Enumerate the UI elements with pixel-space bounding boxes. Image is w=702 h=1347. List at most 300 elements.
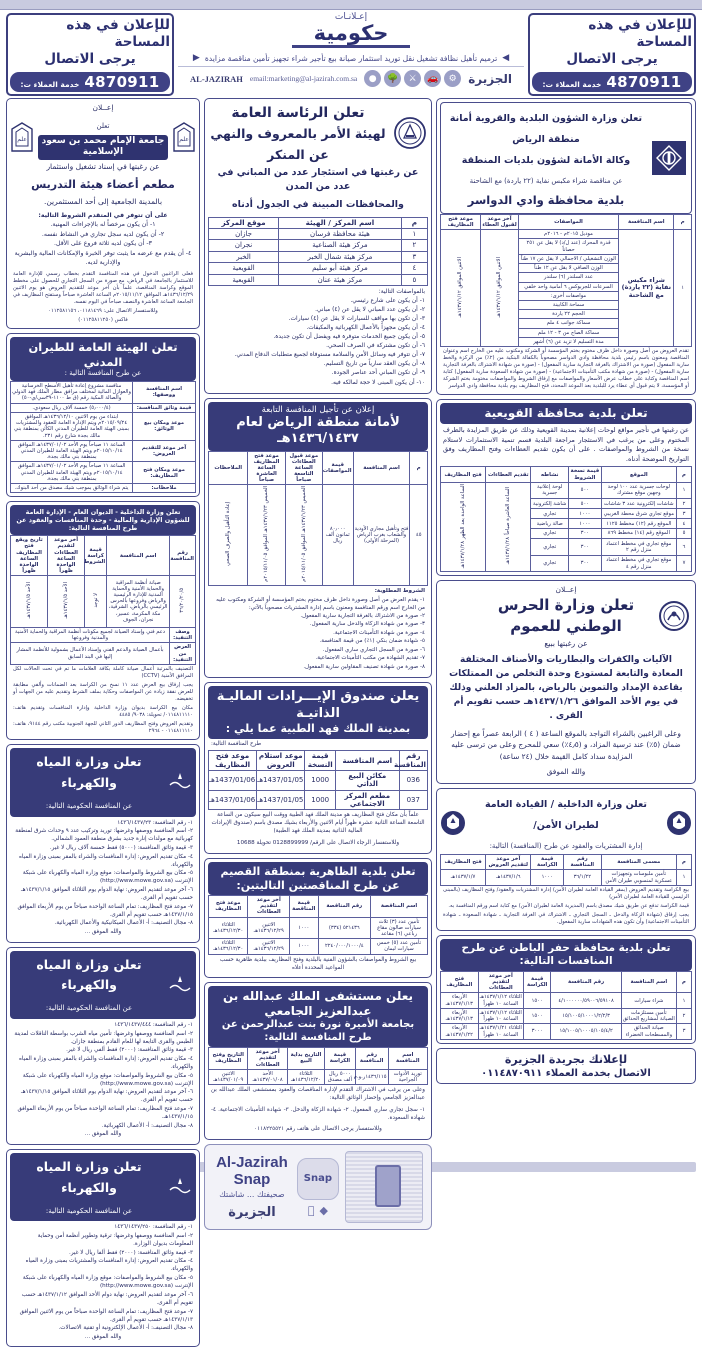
hayaa-sub-1: عن رغبتها في استئجار عدد من المباني في عدد من المدن <box>217 167 419 193</box>
mowe1-item-4: ٥- مكان بيع الشروط والمواصفات: موقع وزارة المياه والكهرباء على شبكة الإنترنت (http://www.mowe.gov.sa) <box>22 870 193 885</box>
ia-note-1: قيمة الكراسة تدفع عن طريق شيك مصدق باسم (المديرية العامة لطيران الأمن) مع كتابة اسم ورقم المنافسة به. <box>448 902 689 909</box>
mowe1-items <box>10 817 196 939</box>
riyadh-tender-table <box>208 451 428 586</box>
imam-cond-2: ٣- أن يكون لديه ثلاثة فروع على الأقل. <box>54 240 152 248</box>
mowe3-item-2: ٣- قيمة وثائق المنافسة: (٢٠٠٠) فقط ألفا ريال لا غير. <box>69 1249 193 1256</box>
cell: تجاري <box>531 529 569 539</box>
cond-4: ٥- شهادة ضمان بنكي (١٪) من قيمة المنافسة. <box>319 638 425 645</box>
th-3: آخر موعد لتقديم العطاءات الساعة الواحدة ظهراً <box>48 536 85 575</box>
cell: لوحات جسرية عدد ١٠٠ لوحة وجهين موقع مشترك <box>601 482 676 499</box>
cell: ٣٠٠ <box>569 539 602 556</box>
cell: ٥٢١٤٣٦ (٣٣٤) <box>318 917 371 939</box>
th-1: رقم المناقصة <box>318 896 371 917</box>
ia-title: تعلن وزارة الداخلية / القيادة العامة لطيران الأمن/ <box>485 798 647 831</box>
gaca-table <box>10 381 196 494</box>
jazirah-contact-bar[interactable] <box>436 1048 696 1084</box>
mowe1-item-5: ٦- آخر موعد لتقديم العروض: نهاية الدوام يوم الثلاثاء الموافق ١٤٣٧/١/١٥هـ حسب تقويم أم القرى. <box>21 886 193 902</box>
android-icon: ◆ <box>319 1203 328 1217</box>
kaauh-note-2: وللاستفسار يرجى الاتصال على هاتف رقم ٠١١٨٢٢٥٥٢١ <box>254 1126 382 1133</box>
emblem-icon: ⚔ <box>404 70 421 87</box>
mowe3-item-3: ٤- مكان تقديم العروض: إدارة المنافسات والمشتريات بمبنى وزارة المياه والكهرباء. <box>25 1258 193 1273</box>
quwaiiyah-intro: عن رغبتها في تأجير مواقع لوحات إعلانية بمدينة القويعية وذلك عن طريق المزايدة بالظرف المختوم وعلى من يرغب في الاستئجار مراجعة البلدية قسم تنمية الاستثمارات لاستلام نسخة من الشروط والمواصفات . على أن يكون تقديم العطاءات وفتح المظاريف وفق التواريخ الموضحة أدناه. <box>443 426 689 463</box>
cell: ٣ <box>676 1024 691 1039</box>
th-2: قيمة كراسة الشروط <box>85 536 107 575</box>
snap-text-block <box>213 1154 291 1220</box>
imam-fax: فاكس (٠١١٢٥٨١١٢٥٠) <box>78 317 128 324</box>
center-column <box>204 98 432 1221</box>
th-1: اسم المنافسة <box>336 751 400 771</box>
hayaa-title-2: لهيئة الأمر بالمعروف والنهي عن المنكر <box>210 125 386 162</box>
cond-title: الشروط المطلوبة: <box>374 588 425 595</box>
gaca-key-5: ملاحظات: <box>133 484 196 493</box>
cell-spec: السرعات للجربوكس ٦ أمامية واحد خلفي <box>518 282 618 291</box>
kaauh-note-1: ١- سجل تجاري ساري المفعول. ٢- شهادة الزكاة والدخل. ٣- شهادة التأمينات الاجتماعية. ٤- شهادة السعودة. <box>211 1106 425 1121</box>
cell: ١٤٣٧/١/٦هـ <box>486 870 531 885</box>
ad-mowe-1 <box>6 744 200 942</box>
spec-9: ١٠- أن يكون المبنى لا حجة لمالكه فيه. <box>331 379 425 386</box>
cell: لوحة إعلانية جسرية <box>531 482 569 499</box>
table-row <box>209 917 428 939</box>
water-electricity-emblem-icon <box>168 771 192 793</box>
table-row <box>209 240 428 251</box>
cell: الخميس ١٤٣٧/١/٢٣هـ الموافق ٢٠١٥/١١/٠٥م <box>248 485 285 586</box>
cell: الأحد ١٤٣٧/١/٥هـ <box>11 575 48 627</box>
spec-6: ٧- أن تتوفر فيه وسائل الأمن والسلامة مستوفاة لجميع متطلبات الدفاع المدني. <box>234 352 425 359</box>
mowe2-item-6: ٧- موعد فتح المظاريف: تمام الساعة الواحدة صباحاً من يوم الأربعاء الموافق ١٤٣٧/١/١٥هـ. <box>17 1106 193 1121</box>
table-row <box>11 381 196 403</box>
mowe2-header <box>10 951 196 1019</box>
ng-sub: عن رغبتها ببيع <box>544 639 588 648</box>
cell: صيانة الحدائق والمسطحات الخضراء <box>621 1024 676 1039</box>
service-icons <box>364 70 461 87</box>
cell: الثلاثاء ١٤٣٧/١/١٢هـ الساعة ١٠ ظهراً <box>479 1009 522 1023</box>
th-1: اسم المنافسة <box>621 972 676 993</box>
table-row <box>11 462 196 484</box>
left-column <box>6 98 200 1340</box>
mowe3-header <box>10 1153 196 1221</box>
spec-4: ٥- أن يكون جميع الخدمات متوفرة فيه ويفضل أن تكون جديدة. <box>273 334 425 341</box>
cell: الأحد ١٤٣٧/٠١/٠٨هـ <box>248 1069 287 1084</box>
ng-body-3: والله الموفق <box>546 767 586 777</box>
ng-title-row <box>440 595 692 637</box>
hayaa-title-1: تعلن الرئاسة العامة <box>231 105 365 121</box>
table-header-row <box>441 214 692 229</box>
ad-mowe-2 <box>6 947 200 1145</box>
mowe2-item-3: ٤- مكان تقديم العروض: إدارة المنافسات والشراء بالمقر بمبنى وزارة المياه والكهرباء. <box>18 1055 193 1071</box>
gaca-key-4: موعد ومكان فتح المظاريف: <box>133 462 196 484</box>
spec-0: ١- أن يكون على شارع رئيسي. <box>350 297 425 304</box>
ia2-note-2: مكان بيع الكراسة بديوان وزارة الداخلية وإدارة المنافسات وتقديم هاتف: ٠١١٤٨١١١١٠/ تحويلة: ٩٠٣٨/ ٤٤٨٥ <box>13 705 193 719</box>
logo-title: حكومية <box>292 22 411 48</box>
kfmc-table <box>208 750 428 810</box>
ad-right-phone-label: خدمة العملاء ت: <box>20 79 80 89</box>
ad-kaauh <box>204 982 432 1140</box>
svg-text:علم: علم <box>17 135 27 143</box>
table-row <box>209 228 428 239</box>
cell: الثلاثاء ١٤٣٧/١/١٢هـ الساعة ١٠ ظهراً <box>479 994 522 1007</box>
spec-7: ٨- أن يكون العقد سارياً من تاريخ التسليم. <box>323 361 425 368</box>
imam-university-emblem-icon <box>172 122 196 152</box>
gaca-header <box>10 337 196 381</box>
national-guard-emblem-icon-2 <box>440 598 476 634</box>
cell-spec: الوزن الصافي لا يقل عن ١٢ طناً <box>518 264 618 273</box>
top-strip <box>0 0 702 10</box>
cell: ٤ <box>676 519 691 529</box>
water-electricity-emblem-icon-3 <box>168 1176 192 1198</box>
cell: ١٥/١٠٠٥/١٠٠٠١/٢/٢/٣ <box>551 1008 621 1023</box>
table-row <box>209 274 428 285</box>
table-row <box>209 939 428 954</box>
snap-icon-block <box>297 1158 339 1217</box>
snap-tagline-ar: صحيفتك ... شاشتك <box>219 1190 285 1200</box>
th-0: اسم المناقصة <box>371 896 428 917</box>
mowe1-title-text <box>14 751 164 813</box>
kfmc-note-0: علماً بأن مكان فتح المظاريف هو مدينة الملك فهد الطبية ووقت البيع سيكون من الساعة التاسعة الساعة الثانية عشرة ظهراً أيام الاثنين والأربعاء بشيك مصدق باسم (صندوق الإيرادات المالية الذاتية بمدينة الملك فهد الطبية) <box>211 812 425 835</box>
th-4: موعد فتح المظاريف الساعة العاشرة صباحاً <box>248 451 285 484</box>
cell: موقع تجاري في مخطط اعتماد منزل رقم ٢ <box>601 539 676 556</box>
mowe1-item-6: ٧- موعد فتح المظاريف: تمام الساعة الواحدة صباحاً من يوم الأربعاء الموافق ١٤٣٧/١/١٥هـ حسب تقويم أم القرى. <box>17 903 193 918</box>
cell-spec: مدة التسليم لا تزيد عن (٦) أشهر <box>518 337 618 346</box>
ad-right-line2: يرجى الاتصال <box>44 50 136 67</box>
ad-box-left[interactable] <box>528 13 696 96</box>
svg-text:علم: علم <box>179 135 189 143</box>
cell: مركز هيئة الصناعية <box>279 240 402 251</box>
kaauh-note-0: وعلى من يرغب في الاشتراك التقدم لإدارة المناقصات والعقود بمستشفى الملك عبدالله بن عبدالعزيز الجامعي وإحضار الوثائق التالية: <box>211 1087 425 1101</box>
cell: شراء سيارات <box>621 993 676 1008</box>
mowe2-sub: عن المنافسة الحكومية التالية: <box>45 1004 133 1013</box>
th-4: موعد فتح المظاريف <box>209 751 257 771</box>
quwaiiyah-header <box>440 403 692 424</box>
th-5: التاريخ وفتح المظاريف <box>209 1048 248 1069</box>
interior-admin-header <box>10 505 196 535</box>
imam-sub-1: عن رغبتها في إسناد تشغيل واستثمار <box>46 162 160 172</box>
cell: الموقع رقم (١٢) مخطط ١١٢٥ <box>601 519 676 529</box>
gaca-key-2: موعد ومكان بيع الوثائق: <box>133 412 196 440</box>
mowe3-item-0: ١- رقم المنافسة: ١٤٣٦/١٤٣٧/٢٥٠ <box>114 1224 193 1231</box>
imam-contact: وللاستفسار الاتصال على: ٠١١٨١٤٦٩، ٠١١٢٥٨١١٥٦ <box>48 308 158 315</box>
ad-wadi-dawasir <box>436 98 696 395</box>
masthead-tagline <box>178 53 524 67</box>
wadi-title-2: وكالة الأمانة لشؤون بلديات المنطقة <box>461 154 631 166</box>
ia-note-2: يجب إرفاق (شهادة الزكاة والدخل ـ السجل التجاري ـ الاشتراك في الغرفة التجارية ـ شهادة السعودة ـ شهادة التأمينات الاجتماعية) وأن تكون هذه الشهادات سارية المفعول. <box>443 911 689 925</box>
cell: الخميس ١٤٣٧/١/٢٣هـ الموافق ٢٠١٥/١١/٠٥م <box>285 485 322 586</box>
cell: موقع تجاري شرق محطة الغريبي <box>601 509 676 519</box>
gaca-val-5: يتم شراء الوثائق بموجب شيك مصدق من أحد البنوك. <box>11 484 133 493</box>
cell: مركز هيئة أبو سليم <box>279 263 402 274</box>
cell-spec: الوزن التشغيلي / الاجمالي لا يقل عن ١٧ طناً <box>518 254 618 263</box>
gaca-title: تعلن الهيئة العامة للطيران المدني <box>28 340 178 369</box>
cell: ٤/١٠٠٠٠٠٠/٥٩٠٠٦/٥٩١٠٨ <box>551 993 621 1008</box>
cell: إعادة التأهيل والصرف الصحي <box>209 485 248 586</box>
th-3: نشاطه <box>531 467 569 482</box>
table-row <box>11 627 196 642</box>
gaca-key-1: قيمة وثائق المنافسة: <box>133 403 196 412</box>
apple-icon <box>308 1204 315 1217</box>
cell: مكائن البيع الذاتي <box>336 770 400 790</box>
table-row <box>11 412 196 440</box>
triangle-right-icon: ▶ <box>192 53 200 64</box>
mowe3-items <box>10 1221 196 1343</box>
snap-app-icon: Snap <box>297 1158 339 1200</box>
mowe2-title-text <box>14 954 164 1016</box>
cell-opening: الاثنين الموافق ١٤٣٧/١/١٢هـ <box>441 230 481 347</box>
cell: تأمين عدد (٥) خمس سيارات ليمان <box>371 939 428 954</box>
table-row <box>209 251 428 262</box>
riyadh-tender-header <box>208 402 428 451</box>
table-header-row <box>209 451 428 484</box>
gaca-val-4: الساعة ١١ صباحاً يوم الأحد ١٤٣٧/٠١/٠٢هـ الموافق ٢٠١٥/١٠/١٤م ويتم الهيئة العامة للطيران المدني بمنطقة بني مالك بجدة. <box>11 462 133 484</box>
ng-body-2: وعلى الراغبين بالشراء التواجد بالموقع الساعة ( ٤ ) الرابعة عصراً مع إحضار ضمان (٥٪) عند ترسية المزاد، و (٤٫٥٪) سعي للمحرج وعلى من ترسى عليه المزايدة سداد كامل القيمة خلال (٢٤ ساعة) <box>451 728 681 762</box>
mowe2-items <box>10 1019 196 1141</box>
cell: تأمين مستلزمات الصيانة لمشاريع الحدائق <box>622 1009 675 1023</box>
gaca-val-3: الساعة ١١ صباحاً يوم الأحد ١٤٣٧/٠١/٠٢هـ الموافق ٢٠١٥/١٠/١٤م ويتم الهيئة العامة للطيران المدني بمنطقة بني مالك بجدة. <box>11 440 133 462</box>
ia2-note-0: التصنيف بالمرتبة أعمال صيانة كاملة بكافة العلامات ما تم في تحت الحالات لكل المرافق الأمنية (CCTV) <box>13 666 193 680</box>
cell: الثلاثاء ١٤٣٦/١٢/٣٠هـ <box>209 939 248 954</box>
mowe2-item-7: ٨- مجال التصنيف: أ- الأعمال الكهربائية. <box>101 1122 193 1129</box>
imam-sub-2: مطعم أعضاء هيئة التدريس <box>31 178 175 192</box>
ad-quwaiiyah <box>436 399 696 576</box>
imam-university-name: جامعة الإمام محمد بن سعود الإسلامية <box>38 135 168 160</box>
hayaa-title-text <box>208 102 388 164</box>
cell: تجاري <box>531 539 569 556</box>
table-row <box>11 403 196 412</box>
cell: ٨٠٫٠٠٠ ثمانون ألف ريال <box>322 485 353 586</box>
th-2: موقع المركز <box>209 217 279 228</box>
imam-cond-1: ٢- أن يكون لديه سجل تجاري في النشاط نفسه. <box>41 230 165 238</box>
th-1: الموقع <box>601 467 676 482</box>
specs-title: بالمواصفات التالية: <box>378 288 425 295</box>
cell: تجاري <box>531 555 569 572</box>
cond-7: ٨- صورة من شهادة تصنيف المقاولين سارية المفعول. <box>303 663 425 670</box>
spec-1: ٢- أن يكون عدد المباني لا يقل عن (٤) مباني. <box>315 307 425 314</box>
table-row <box>11 575 196 627</box>
table-header-row <box>11 536 196 575</box>
ng-eln-label: إعــلان <box>555 585 577 595</box>
mowe2-title: تعلن وزارة المياه والكهرباء <box>36 956 142 993</box>
cell: ٣٦/١/٢٢ <box>564 870 602 885</box>
interior-admin-table <box>10 535 196 665</box>
gaca-val-1: (٥٫٠٠٠/٤) خمسة آلاف ريال سعودي. <box>11 403 133 412</box>
th-5: الملاحظات <box>209 451 248 484</box>
cell: ٣٠٠ <box>569 529 602 539</box>
cell: صالة رياضية <box>531 519 569 529</box>
cell: ٥ <box>401 274 427 285</box>
th-2: قيمة المناقصة <box>290 896 318 917</box>
hayaa-emblem-icon <box>392 115 428 151</box>
kfmc-header <box>208 686 428 738</box>
imam-cond-3: ٤- أن يقدم مع عرضه ما يثبت توفر الخبرة والإمكانات المالية والبشرية والإدارية لديه. <box>14 249 192 266</box>
ad-hayaa <box>204 98 432 394</box>
ad-aljazirah-snap[interactable] <box>204 1144 432 1230</box>
cell: العرض من التنفيذ: <box>170 643 196 665</box>
water-electricity-emblem-icon-2 <box>168 974 192 996</box>
riyadh-title-2: لأمانة منطقة الرياض لعام ١٤٣٦/١٤٣٧هـ <box>236 415 400 447</box>
ng-title-text <box>480 595 652 637</box>
cell: نجران <box>209 240 279 251</box>
table-header-row <box>209 1048 428 1069</box>
masthead <box>0 10 702 96</box>
cell: 1000 <box>305 770 336 790</box>
ad-mowe-3 <box>6 1149 200 1347</box>
ad-left-line1: للإعلان في هذه المساحة <box>588 17 692 51</box>
cell: ١٥٠٠ <box>523 1008 551 1023</box>
cell-index: ١ <box>674 230 692 347</box>
imam-university-emblem-icon-2 <box>10 122 34 152</box>
cell-spec: عدد السلندر (٦) سلندر <box>518 273 618 282</box>
table-row <box>441 993 692 1008</box>
right-column <box>436 98 696 1156</box>
ad-national-guard <box>436 580 696 783</box>
kaauh-header <box>208 986 428 1047</box>
mowe1-item-1: ٢- اسم المنافسة ووصفها وغرضها: توريد وتركيب عدد ٩ وحدات شرق لمنطقة كهربائية مع مولدات إنارة جديد بشرق منطقة العمود الشمالي. <box>15 828 193 843</box>
jazirah-english-logo: AL-JAZIRAH <box>190 73 243 84</box>
cell: 037 <box>399 790 427 810</box>
imam-taalan: تعلن <box>96 122 110 130</box>
cell-submission: الساعة العاشرة صباحاً ١٤٣٧/١/٢٨هـ <box>486 482 531 572</box>
table-row <box>441 482 692 499</box>
ia2-note-1: يجب إرفاق بيع العرض عدد ١١ نسخ من الكراسة بعد الضمانات وألفي مطابقة للعرض نفقة زيادة عن المواصفات وحكاية بملف الشرط وتقديم عليه من الجهات أو تخفيضه. <box>13 682 193 703</box>
cell: ٣٠٠٠ <box>523 1024 551 1039</box>
th-0: م <box>676 972 691 993</box>
mowe2-item-5: ٦- آخر موعد لتقديم العروض: نهاية الدوام يوم الثلاثاء الموافق ١٤٣٧/١/١٥هـ حسب تقويم أم القرى. <box>21 1089 193 1104</box>
cell: ٢ <box>676 1008 691 1023</box>
hayaa-specs <box>208 286 428 390</box>
th-4: آخر موعد لتقديم العروض <box>486 855 531 870</box>
cell: ٢ <box>401 240 427 251</box>
cell-spec: الحجم ٢٢ ياردة <box>518 310 618 319</box>
ia-note-0: بيع الكراسة وتقديم العروض (بمقر القيادة العامة لطيران الأمن) إدارة المشتريات والعقود/ وفتح المظاريف (بالمبنى الرئيسي للقيادة العامة لطيران الأمن) <box>443 886 689 900</box>
kaauh-title-2: بجامعة الأميرة نورة بنت عبدالرحمن عن طرح المنافسة التالية: <box>221 1019 415 1043</box>
th-4: تاريخ ويقع فتح المظاريف الساعة الواحدة ظهراً <box>11 536 48 575</box>
mowe1-header <box>10 748 196 816</box>
masthead-footer <box>178 70 524 87</box>
th-0: م <box>676 855 691 870</box>
th-2: قيمة النسخة <box>305 751 336 771</box>
kfmc-title-2: بمدينة الملك فهد الطبية عما يلي : <box>225 721 411 735</box>
cell: ١٥٠٠ <box>523 993 551 1008</box>
wadi-title-1: تعلن وزارة الشؤون البلدية والقروية أمانة منطقة الرياض <box>449 113 643 145</box>
mowe1-title: تعلن وزارة المياه والكهرباء <box>36 754 142 790</box>
wadi-dawasir-header <box>440 102 692 214</box>
wadi-title-3: عن مناقصة شراء مكبس نفاية (٢٢ ياردة) مع الشاحنة <box>469 177 623 186</box>
dhahiriya-header <box>208 862 428 896</box>
cell: الموقع رقم (١٤) مخطط ٨٦٩ <box>601 529 676 539</box>
th-3: آخر موعد لتقديم العطاءات <box>248 896 290 917</box>
imam-title-text <box>38 113 168 160</box>
cell-opening: الساعة الواحدة بعد الظهر ١٤٣٧/١/٢٨هـ <box>441 482 486 572</box>
th-1: اسم المنافسة <box>107 536 170 575</box>
th-5: فتح المظاريف <box>441 972 479 993</box>
app-store-icons <box>297 1204 339 1217</box>
cell: هيئة محافظة فرسان <box>279 228 402 239</box>
cell: 1437/01/05هـ <box>257 790 305 810</box>
mowe3-title: تعلن وزارة المياه والكهرباء <box>36 1159 142 1195</box>
table-row <box>441 230 692 239</box>
hafr-title: تعلن بلدية محافظة حفر الباطن عن طرح المنافسات التالية: <box>461 941 671 968</box>
th-0: م <box>674 214 692 229</box>
cell: ١ <box>676 870 691 885</box>
municipality-emblem-icon <box>651 140 687 176</box>
cell: ١ <box>401 228 427 239</box>
cell: القويعية <box>209 274 279 285</box>
table-header-row <box>441 467 692 482</box>
mowe1-item-0: ١- رقم المنافسة: ١٤٣٦/١٤٣٧/٢٣ <box>117 819 193 826</box>
th-4: موعد فتح المظاريف <box>441 214 481 229</box>
cell: 1000 <box>305 790 336 810</box>
th-0: رقم المنافسة <box>170 536 196 575</box>
ad-imam-university <box>6 98 200 329</box>
ad-right-phone-pill <box>10 72 169 92</box>
cell-name: شراء مكبس نفاية (٢٢ ياردة) مع الشاحنة <box>619 230 674 347</box>
cell: ١٤٣٦/١١٥ر.و.م <box>355 1069 388 1084</box>
mowe1-item-3: ٤- مكان تقديم العروض: إدارة المنافسات والشراء بالمقر بمبنى وزارة المياه والكهرباء. <box>18 853 193 868</box>
cell: تأمين عدد (٣) ثلاث سيارات صالون مقاع رباعي (٦) مقاعد <box>371 917 428 939</box>
cell-deadline: الاثنين الموافق ١٤٣٧/١/١٢هـ <box>481 230 519 347</box>
cell: فتح وتأهيل مجاري الأودية والشعاب بغرب الرياض (المرحلة الأولى) <box>353 485 410 586</box>
cell: ٧ <box>676 555 691 572</box>
ad-left-line2: يرجى الاتصال <box>566 50 658 67</box>
mowe3-title-text <box>14 1156 164 1218</box>
table-row <box>209 263 428 274</box>
interior-aviation-table <box>440 854 692 886</box>
th-2: قيمة نسخة الشروط <box>570 468 600 481</box>
imam-cond-title: على أن تتوفر في المتقدم الشروط التالية: <box>38 211 168 219</box>
snap-illustration <box>345 1151 423 1223</box>
cell: الثلاثاء ١٤٣٦/١٢/٢٠هـ <box>287 1069 324 1084</box>
cell: ١٠٠٠ <box>569 519 602 529</box>
cell: الأحد ١٤٣٧/١/٥هـ <box>48 575 85 627</box>
mowe1-item-8: والله الموفق ... <box>84 928 122 935</box>
cell-spec: سماحة الكابينة <box>518 301 618 310</box>
gaca-val-2: ابتداء من يوم الاثنين ١٤٣٦/١٢/١٠هـ الموافق ٢٠١٥/٠٩/٢٤م ويتم الإدارة العامة للعقود والمشتريات بمبنى الهيئة العامة للطيران المدني الكائن بمنطقة بني مالك بجدة شارع رقم ٢٣١. <box>11 412 133 440</box>
contact-line-2: الاتصال بخدمة العملاء ٠١١٤٨٧٠٩١١ <box>481 1067 651 1079</box>
th-1: رقم المنافسة <box>355 1048 388 1069</box>
th-2: قيمة الكراسة <box>325 1048 356 1069</box>
ad-hafr-albatin <box>436 935 696 1044</box>
cell: ٥٠٠ <box>569 482 602 499</box>
ad-box-right[interactable] <box>6 13 174 96</box>
cell: الأربعاء ١٤٣٧/١/١٣هـ <box>441 993 479 1008</box>
gaca-key-0: اسم المنافسة ووصفها: <box>133 381 196 403</box>
table-row <box>11 643 196 665</box>
ad-riyadh-tender <box>204 398 432 679</box>
mowe3-item-4: ٥- مكان بيع الشروط والمواصفات: موقع وزارة المياه والكهرباء على شبكة الإنترنت (http://www.mowe.gov.sa) <box>22 1275 193 1290</box>
table-header-row <box>209 751 428 771</box>
cell: الأربعاء ١٤٣٧/١/١٣هـ <box>441 1008 479 1023</box>
imam-eln-label: إعــلان <box>92 103 114 112</box>
ng-body: الآليات والكفرات والبطاريات والأصناف المختلفة المعادة والتابعة لمستودع وحدة التخلص من الممتلكات بقاعدة الإمداد والتموين بالرياض، بالمزاد العلني وذلك في يوم الأحد الموافق ١٤٣٧/١/٢٦هـ حسب تقويم أم القرى . <box>449 654 683 721</box>
marketing-email[interactable]: email:marketing@al-jazirah.com.sa <box>249 74 358 84</box>
riyadh-conditions <box>208 586 428 674</box>
national-guard-emblem-icon <box>656 598 692 634</box>
cond-1: ٢- صورة من الاشتراك بالغرفة التجارية سارية المفعول. <box>300 613 425 619</box>
ia-title-row <box>440 792 692 854</box>
mowe3-sub: عن المنافسة الحكومية التالية: <box>45 1206 133 1215</box>
cell: 036 <box>399 770 427 790</box>
th-4: موعد فتح المظاريف <box>209 896 248 917</box>
ia-sub: إدارة المشتريات والعقود عن طرح (المنافسة) التالية: <box>489 842 643 851</box>
cell: توريد الأدوات الجراحية <box>388 1069 427 1084</box>
tree-icon: 🌳 <box>384 70 401 87</box>
th-5: فتح المظاريف <box>441 855 486 870</box>
th-1: مسمى المنافسة <box>601 855 676 870</box>
ad-left-phone-label: خدمة العملاء ت: <box>542 79 602 89</box>
cell: الاثنين ١٤٣٧/٠١/٠٩هـ <box>209 1069 248 1084</box>
wadi-dawasir-title-text <box>445 106 647 210</box>
wadi-dawasir-footer-note: تقدم العروض من أصل وصورة داخل ظرف مختوم بختم المؤسسة أو الشركة ومكتوب عليه من الخارج اسم وعنوان المناقصة ومعنون باسم رئيس بلدية محافظة وادي الدواسر مصحوباً بالكفالة البنكية من (٢٪) من الركزة والخط سارية المفعول (صورة من الاشتراك بالغرفة التجارية سارية المفعول) - (صورة من شهادة الاشتراك بالغرفة التجارية سارية المفعول) - (صورة من شهادة مكتب التأمينات الاجتماعية) - (صورة من شهادة السعودة سارية المفعول) كتابة اسم المناقصة وكتابة على خطاب عرض الأسعار والمواصفات مع إرفاق الشروط والمواصفات مختومة بختم الشركة أو المؤسسة، لا يتم قبول أي عطاء يرد للبلدية بعد الموعد المحدد، فتح المظاريف يوم بلدية محافظة وادي الدواسر <box>443 348 690 390</box>
mowe3-item-1: ٢- اسم المنافسة ووصفها وغرضها: ترقية وتطوير أنظمة أمن وحماية المعلومات بديوان الوزارة. <box>37 1233 193 1248</box>
cell: دعم فني وإسناد الصيانة لجميع مكونات أنظمة المراقبة والحماية الأمنية والمدنية وفروعها <box>11 627 170 642</box>
